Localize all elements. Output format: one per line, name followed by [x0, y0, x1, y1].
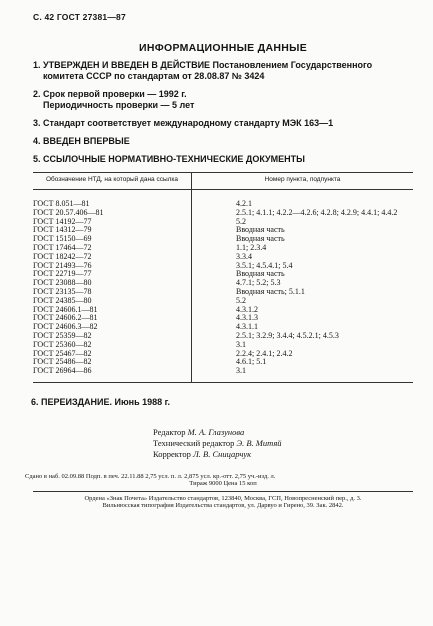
clause-cell: 4.3.1.3: [236, 313, 258, 323]
table-row: [33, 190, 413, 209]
info-item-2: [33, 89, 413, 111]
document-cell: ГОСТ 15150—69: [33, 235, 192, 244]
page-header: С. 42 ГОСТ 27381—87: [33, 12, 126, 22]
editor-role: Редактор: [153, 426, 186, 437]
section-title: ИНФОРМАЦИОННЫЕ ДАННЫЕ: [138, 42, 307, 54]
clause-cell: 2.2.4; 2.4.1; 2.4.2: [236, 348, 293, 358]
item-line: Срок первой проверки — 1992 г.: [43, 89, 187, 99]
document-cell: ГОСТ 25360—82: [33, 341, 192, 350]
item-line: Периодичность проверки — 5 лет: [43, 100, 195, 110]
item-number: 5.: [33, 154, 41, 164]
document-cell: ГОСТ 14192—77: [33, 218, 192, 227]
clause-cell: 1.1; 2.3.4: [236, 242, 267, 252]
item-text: ССЫЛОЧНЫЕ НОРМАТИВНО-ТЕХНИЧЕСКИЕ ДОКУМЕНТЫ: [43, 154, 305, 164]
clause-cell: Вводная часть; 5.1.1: [236, 286, 305, 296]
info-item-1: [33, 60, 413, 82]
clause-cell: 3.1: [192, 367, 414, 382]
document-cell: ГОСТ 24385—80: [33, 297, 192, 306]
clause-cell: Вводная часть: [236, 234, 285, 244]
clause-cell: 4.2.1: [236, 199, 252, 208]
item-text: Стандарт соответствует международному стандарту МЭК 163—1: [43, 118, 334, 128]
editor-line: [153, 438, 413, 449]
document-cell: ГОСТ 14312—79: [33, 226, 192, 235]
clause-cell: 5.2: [236, 216, 246, 226]
clause-cell: 4.7.1; 5.2; 5.3: [236, 278, 281, 288]
document-cell: ГОСТ 23088—80: [33, 279, 192, 288]
document-cell: ГОСТ 25467—82: [33, 350, 192, 359]
document-cell: ГОСТ 18242—72: [33, 253, 192, 262]
clause-cell: Вводная часть: [236, 225, 285, 235]
editor-role: Корректор: [153, 448, 191, 459]
clause-cell: 4.3.1.1: [236, 322, 258, 332]
clause-cell: 4.3.1.2: [236, 304, 258, 314]
item-number: 2.: [33, 89, 41, 99]
document-cell: ГОСТ 22719—77: [33, 270, 192, 279]
editors-block: [153, 427, 413, 460]
imprint-footer: [25, 472, 413, 510]
column-header-document: Обозначение НТД, на который дана ссылка: [33, 173, 192, 190]
imprint-line: Ордена «Знак Почета» Издательство стандартов, 123840, Москва, ГСП, Новопресненский пер., д. 3.: [84, 494, 362, 502]
document-cell: ГОСТ 20.57.406—81: [33, 209, 192, 218]
imprint-line: Тираж 9000 Цена 15 коп: [189, 480, 257, 488]
item-text: Постановлением Государственного комитета СССР по стандартам от 28.08.87 № 3424: [43, 60, 373, 81]
references-table: [33, 172, 413, 383]
info-item-5: [33, 154, 413, 165]
editor-name: М. А. Глазунова: [187, 426, 245, 437]
imprint-line: Сдано в наб. 02.09.88 Подп. в печ. 22.11.88 2,75 усл. п. л. 2,875 усл. кр.-отт. 2,75 уч.-изд. л.: [25, 472, 276, 480]
document-cell: ГОСТ 26964—86: [33, 367, 192, 382]
document-cell: ГОСТ 24606.1—81: [33, 306, 192, 315]
editor-name: Э. В. Митяй: [236, 437, 282, 448]
document-cell: ГОСТ 8.051—81: [33, 190, 192, 209]
info-item-3: [33, 118, 413, 129]
info-item-4: [33, 136, 413, 147]
imprint-divider: [33, 491, 413, 492]
item-bold-text: УТВЕРЖДЕН И ВВЕДЕН В ДЕЙСТВИЕ: [43, 60, 211, 70]
imprint-line: Вильнюсская типография Издательства стандартов, ул. Дарвуо и Гирено, 39. Зак. 2842.: [102, 502, 344, 510]
document-cell: ГОСТ 17464—72: [33, 244, 192, 253]
document-cell: ГОСТ 23135—78: [33, 288, 192, 297]
clause-cell: 3.5.1; 4.5.4.1; 5.4: [236, 260, 293, 270]
editor-line: [153, 427, 413, 438]
clause-cell: 4.6.1; 5.1: [236, 357, 267, 367]
clause-cell: 2.5.1; 3.2.9; 3.4.4; 4.5.2.1; 4.5.3: [236, 330, 339, 340]
editor-role: Технический редактор: [153, 437, 235, 448]
clause-cell: 5.2: [236, 295, 246, 305]
document-cell: ГОСТ 21493—76: [33, 262, 192, 271]
table-row: [33, 367, 413, 382]
clause-cell: 3.3.4: [236, 251, 252, 261]
document-cell: ГОСТ 25359—82: [33, 332, 192, 341]
item-number: 3.: [33, 118, 41, 128]
column-header-clause: Номер пункта, подпункта: [192, 173, 414, 190]
clause-cell: Вводная часть: [236, 269, 285, 279]
reissue-note: 6. ПЕРЕИЗДАНИЕ. Июнь 1988 г.: [31, 396, 170, 407]
editor-name: Л. В. Сницарчук: [193, 448, 252, 459]
item-text: ВВЕДЕН ВПЕРВЫЕ: [43, 136, 130, 146]
clause-cell: 2.5.1; 4.1.1; 4.2.2—4.2.6; 4.2.8; 4.2.9; 4.4.1; 4.4.2: [236, 207, 398, 217]
document-cell: ГОСТ 25486—82: [33, 358, 192, 367]
item-number: 4.: [33, 136, 41, 146]
clause-cell: 3.1: [236, 339, 246, 349]
document-cell: ГОСТ 24606.2—81: [33, 314, 192, 323]
editor-line: [153, 449, 413, 460]
references-table-body: [33, 190, 413, 383]
document-cell: ГОСТ 24606.3—82: [33, 323, 192, 332]
item-number: 1.: [33, 60, 41, 70]
